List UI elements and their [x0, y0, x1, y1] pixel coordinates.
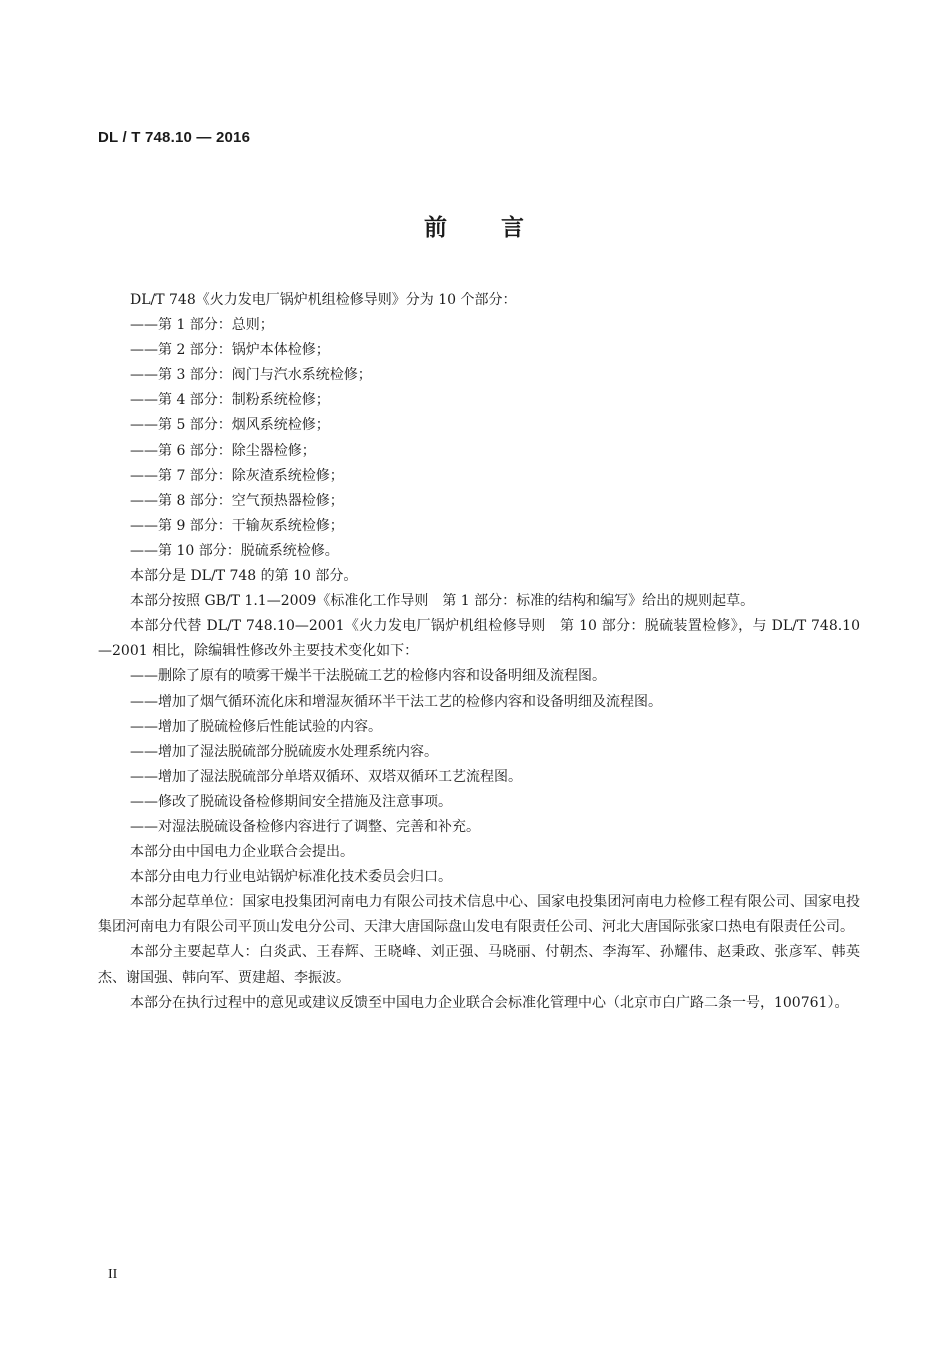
page-title — [0, 209, 950, 242]
this-part-paragraph: 本部分是 DL/T 748 的第 10 部分。 — [130, 568, 358, 585]
part-list-item: ——第 5 部分：烟风系统检修； — [130, 417, 330, 434]
drafting-units-paragraph: 本部分起草单位：国家电投集团河南电力有限公司技术信息中心、国家电投集团河南电力检修工程有限公司、国家电投集团河南电力有限公司平顶山发电分公司、天津大唐国际盘山发电有限责任公司、河北大唐国际张家口热电有限责任公司。 — [98, 894, 860, 936]
proposed-by-paragraph: 本部分由中国电力企业联合会提出。 — [130, 844, 354, 861]
change-list-item: ——增加了烟气循环流化床和增湿灰循环半干法工艺的检修内容和设备明细及流程图。 — [130, 693, 662, 710]
part-list-item: ——第 8 部分：空气预热器检修； — [130, 492, 344, 509]
part-list-item: ——第 10 部分：脱硫系统检修。 — [130, 542, 339, 559]
managed-by-paragraph: 本部分由电力行业电站锅炉标准化技术委员会归口。 — [130, 869, 452, 886]
part-list-item: ——第 1 部分：总则； — [130, 317, 274, 334]
drafters-paragraph: 本部分主要起草人：白炎武、王春辉、王晓峰、刘正强、马晓丽、付朝杰、李海军、孙耀伟、赵秉政、张彦军、韩英杰、谢国强、韩向军、贾建超、李振波。 — [98, 944, 860, 986]
change-list-item: ——修改了脱硫设备检修期间安全措施及注意事项。 — [130, 793, 452, 810]
change-list-item: ——增加了脱硫检修后性能试验的内容。 — [130, 718, 382, 735]
part-list-item: ——第 6 部分：除尘器检修； — [130, 442, 316, 459]
part-list-item: ——第 4 部分：制粉系统检修； — [130, 392, 330, 409]
document-body — [98, 288, 860, 1016]
change-list-item: ——增加了湿法脱硫部分脱硫废水处理系统内容。 — [130, 743, 438, 760]
change-list-item: ——增加了湿法脱硫部分单塔双循环、双塔双循环工艺流程图。 — [130, 768, 522, 785]
intro-paragraph: DL/T 748《火力发电厂锅炉机组检修导则》分为 10 个部分： — [130, 292, 517, 308]
title-char-2: 言 — [501, 215, 526, 241]
page-number: II — [108, 1267, 118, 1282]
part-list-item: ——第 3 部分：阀门与汽水系统检修； — [130, 367, 372, 384]
document-code: DL / T 748.10 — 2016 — [98, 129, 251, 146]
part-list-item: ——第 2 部分：锅炉本体检修； — [130, 342, 330, 359]
title-char-1: 前 — [424, 215, 449, 241]
feedback-paragraph: 本部分在执行过程中的意见或建议反馈至中国电力企业联合会标准化管理中心（北京市白广路二条一号，100761）。 — [130, 994, 849, 1011]
change-list-item: ——删除了原有的喷雾干燥半干法脱硫工艺的检修内容和设备明细及流程图。 — [130, 668, 606, 685]
part-list-item: ——第 7 部分：除灰渣系统检修； — [130, 467, 344, 484]
drafted-per-paragraph: 本部分按照 GB/T 1.1—2009《标准化工作导则 第 1 部分：标准的结构和编写》给出的规则起草。 — [130, 593, 755, 610]
part-list-item: ——第 9 部分：干输灰系统检修； — [130, 517, 344, 534]
replaces-paragraph: 本部分代替 DL/T 748.10—2001《火力发电厂锅炉机组检修导则 第 10 部分：脱硫装置检修》，与 DL/T 748.10—2001 相比，除编辑性修改外主要技术变化如下： — [98, 618, 860, 660]
change-list-item: ——对湿法脱硫设备检修内容进行了调整、完善和补充。 — [130, 818, 480, 835]
